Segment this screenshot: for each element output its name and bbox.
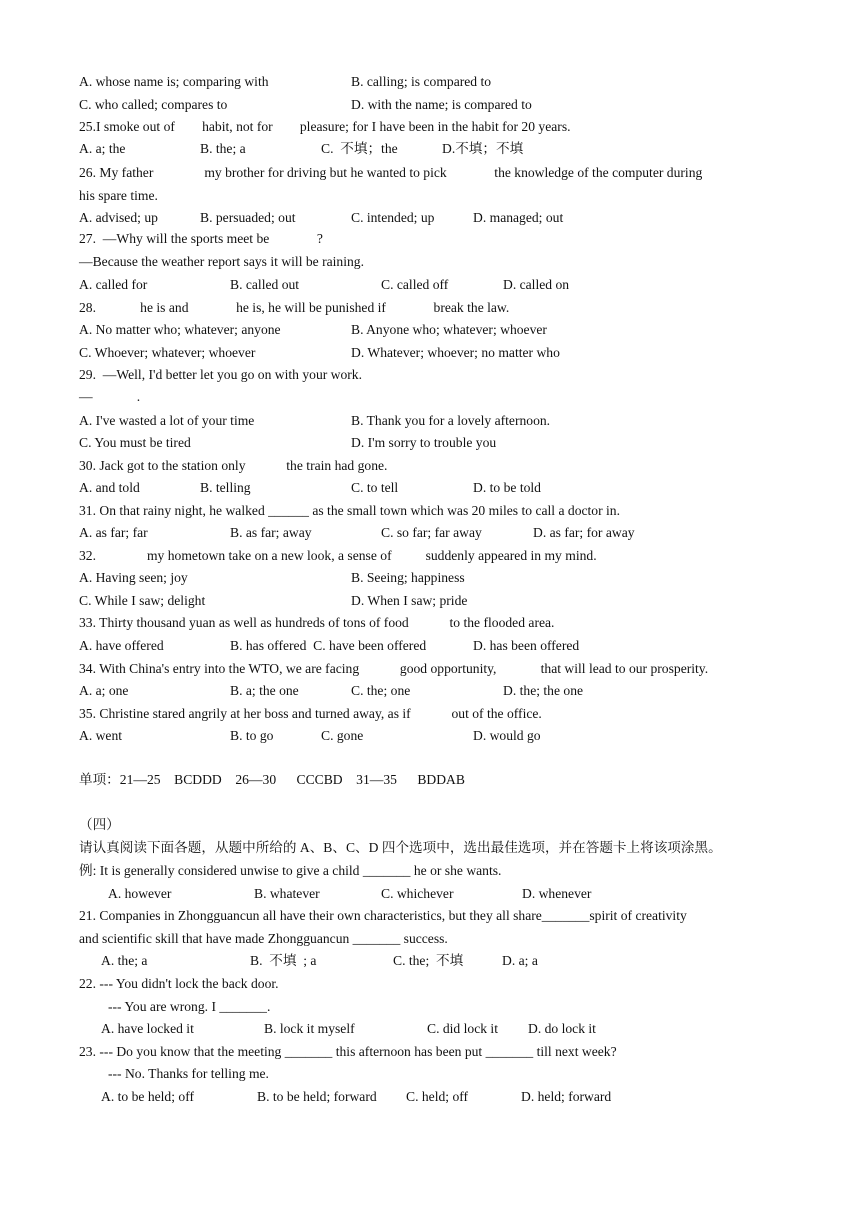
question-text: --- No. Thanks for telling me. (108, 1066, 269, 1081)
option-a: A. as far; far (79, 525, 148, 540)
option-a: A. have locked it (101, 1021, 194, 1036)
option-d: D. held; forward (521, 1089, 612, 1104)
option-a: A. to be held; off (101, 1089, 194, 1104)
question-32: 32. my hometown take on a new look, a sense of suddenly appeared in my mind. (79, 548, 597, 563)
question-22: 22. --- You didn't lock the back door. (79, 976, 279, 991)
question-text: — . (79, 389, 141, 404)
option-d: D. the; the one (503, 683, 584, 698)
option-c: C. held; off (406, 1089, 469, 1104)
option-c: C. who called; compares to (79, 97, 228, 112)
question-text: and scientific skill that have made Zhongguancun _______ success. (79, 931, 448, 946)
question-27: 27. —Why will the sports meet be ? (79, 231, 323, 246)
option-b: B. Thank you for a lovely afternoon. (351, 413, 551, 428)
option-d: D. I'm sorry to trouble you (351, 435, 497, 450)
option-c: C. whichever (381, 886, 454, 901)
option-c: C. Whoever; whatever; whoever (79, 345, 256, 360)
option-d: D. has been offered (473, 638, 580, 653)
option-c: C. intended; up (351, 210, 435, 225)
option-a: A. No matter who; whatever; anyone (79, 322, 281, 337)
option-b: B. whatever (254, 886, 320, 901)
instructions: 请认真阅读下面各题，从题中所给的 A、B、C、D 四个选项中，选出最佳选项，并在答题卡上将该项涂黑。 (79, 840, 722, 855)
option-b: B. a; the one (230, 683, 299, 698)
option-b-c: B. has offered C. have been offered (230, 638, 427, 653)
option-b: B. to go (230, 728, 274, 743)
option-c: C. You must be tired (79, 435, 191, 450)
question-26: 26. My father my brother for driving but he wanted to pick the knowledge of the computer during (79, 165, 703, 180)
option-c: C. 不填；the (321, 141, 398, 156)
option-d: D. would go (473, 728, 541, 743)
option-a: A. advised; up (79, 210, 158, 225)
option-b: B. the; a (200, 141, 246, 156)
option-a: A. the; a (101, 953, 148, 968)
option-b: B. Anyone who; whatever; whoever (351, 322, 547, 337)
question-31: 31. On that rainy night, he walked ______ as the small town which was 20 miles to call a doctor in. (79, 503, 621, 518)
option-c: C. While I saw; delight (79, 593, 206, 608)
option-a: A. whose name is; comparing with (79, 74, 269, 89)
option-a: A. I've wasted a lot of your time (79, 413, 255, 428)
option-d: D. Whatever; whoever; no matter who (351, 345, 560, 360)
option-a: A. however (108, 886, 172, 901)
option-b: B. telling (200, 480, 251, 495)
question-25: 25.I smoke out of habit, not for pleasure; for I have been in the habit for 20 years. (79, 119, 571, 134)
option-d: D. When I saw; pride (351, 593, 468, 608)
option-d: D.不填；不填 (442, 141, 524, 156)
question-23: 23. --- Do you know that the meeting _______ this afternoon has been put _______ till next week? (79, 1044, 617, 1059)
option-b: B. calling; is compared to (351, 74, 492, 89)
question-34: 34. With China's entry into the WTO, we are facing good opportunity, that will lead to our prosperity. (79, 661, 709, 676)
option-c: C. called off (381, 277, 449, 292)
option-a: A. a; the (79, 141, 126, 156)
option-c: C. to tell (351, 480, 399, 495)
option-d: D. called on (503, 277, 570, 292)
option-b: B. to be held; forward (257, 1089, 377, 1104)
option-c: C. gone (321, 728, 364, 743)
section-heading: （四） (79, 817, 120, 832)
question-28: 28. he is and he is, he will be punished if break the law. (79, 300, 510, 315)
option-b: B. as far; away (230, 525, 312, 540)
question-21: 21. Companies in Zhongguancun all have their own characteristics, but they all share_______spirit of creativity (79, 908, 687, 923)
option-c: C. the; one (351, 683, 411, 698)
option-a: A. and told (79, 480, 140, 495)
question-text: --- You are wrong. I _______. (108, 999, 271, 1014)
option-d: D. with the name; is compared to (351, 97, 532, 112)
option-a: A. have offered (79, 638, 164, 653)
question-text: his spare time. (79, 188, 158, 203)
option-b: B. persuaded; out (200, 210, 296, 225)
question-33: 33. Thirty thousand yuan as well as hundreds of tons of food to the flooded area. (79, 615, 555, 630)
option-b: B. lock it myself (264, 1021, 355, 1036)
question-text: —Because the weather report says it will be raining. (79, 254, 364, 269)
option-d: D. as far; for away (533, 525, 635, 540)
option-b: B. Seeing; happiness (351, 570, 465, 585)
option-c: C. did lock it (427, 1021, 498, 1036)
option-b: B. 不填 ; a (250, 953, 317, 968)
option-a: A. a; one (79, 683, 129, 698)
question-30: 30. Jack got to the station only the train had gone. (79, 458, 388, 473)
option-d: D. do lock it (528, 1021, 596, 1036)
question-35: 35. Christine stared angrily at her boss and turned away, as if out of the office. (79, 706, 542, 721)
option-d: D. whenever (522, 886, 592, 901)
option-b: B. called out (230, 277, 300, 292)
question-29: 29. —Well, I'd better let you go on with your work. (79, 367, 362, 382)
option-a: A. went (79, 728, 123, 743)
option-a: A. Having seen; joy (79, 570, 188, 585)
option-c: C. the; 不填 (393, 953, 464, 968)
option-a: A. called for (79, 277, 148, 292)
example-question: 例: It is generally considered unwise to give a child _______ he or she wants. (79, 863, 502, 878)
option-d: D. managed; out (473, 210, 564, 225)
answer-key: 单项：21—25 BCDDD 26—30 CCCBD 31—35 BDDAB (79, 772, 465, 787)
option-d: D. a; a (502, 953, 538, 968)
option-c: C. so far; far away (381, 525, 482, 540)
option-d: D. to be told (473, 480, 541, 495)
